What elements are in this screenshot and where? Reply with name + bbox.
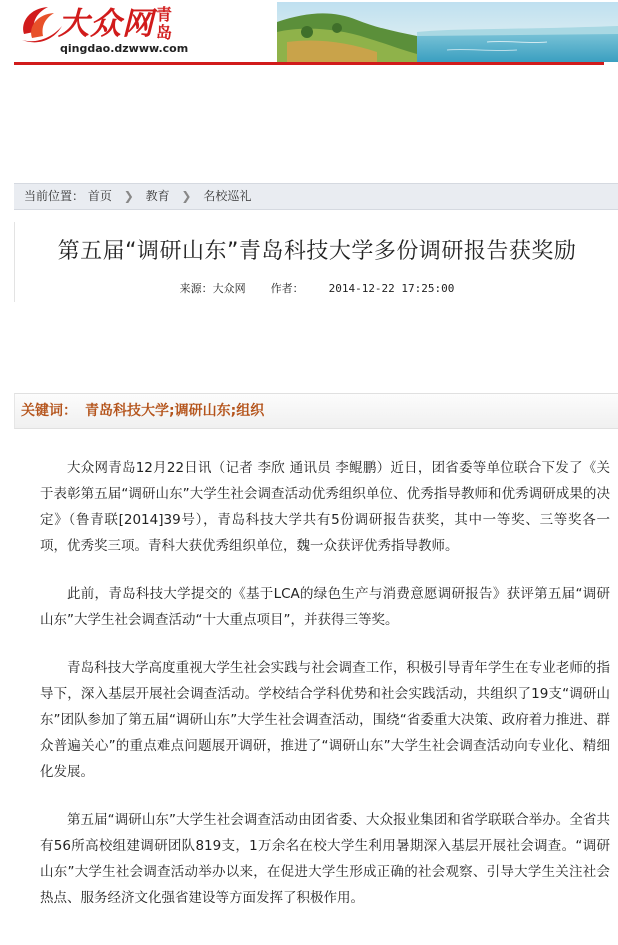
site-url: qingdao.dzwww.com [60, 42, 189, 55]
article-body [40, 455, 610, 933]
site-logo[interactable] [18, 4, 188, 60]
city-name: 青岛 [156, 5, 173, 42]
breadcrumb-education-link[interactable]: 教育 [145, 189, 170, 203]
article-meta [15, 280, 618, 296]
article-paragraph: 青岛科技大学高度重视大学生社会实践与社会调查工作，积极引导青年学生在专业老师的指导下，深入基层开展社会调查活动。学校结合学科优势和社会实践活动，共组织了19支“调研山东”团队参加了第五届“调研山东”大学生社会调查活动，围绕“省委重大决策、政府着力推进、群众普遍关心”的重点难点问题展开调研，推进了“调研山东”大学生社会调查活动向专业化、精细化发展。 [40, 660, 610, 780]
header-banner-image [277, 2, 618, 62]
source-label: 来源： [179, 282, 213, 295]
article-paragraph: 此前，青岛科技大学提交的《基于LCA的绿色生产与消费意愿调研报告》获评第五届“调研山东”大学生社会调查活动“十大重点项目”，并获得三等奖。 [40, 586, 610, 628]
breadcrumb [14, 183, 618, 210]
breadcrumb-label: 当前位置： [24, 189, 85, 203]
chevron-right-icon: ❯ [123, 189, 134, 203]
author-label: 作者： [270, 282, 304, 295]
source-value: 大众网 [212, 282, 246, 295]
breadcrumb-schools-link[interactable]: 名校巡礼 [203, 189, 252, 203]
keywords-label: 关键词： [21, 403, 77, 419]
publish-datetime: 2014-12-22 17:25:00 [328, 282, 455, 295]
article-paragraph: 第五届“调研山东”大学生社会调查活动由团省委、大众报业集团和省学联联合举办。全省共有56所高校组建调研团队819支，1万余名在校大学生利用暑期深入基层开展社会调查。“调研山东”大学生社会调查活动举办以来，在促进大学生形成正确的社会观察、引导大学生关注社会热点、服务经济文化强省建设等方面发挥了积极作用。 [40, 812, 610, 906]
article-paragraph: 大众网青岛12月22日讯（记者 李欣 通讯员 李鲲鹏）近日，团省委等单位联合下发了《关于表彰第五届“调研山东”大学生社会调查活动优秀组织单位、优秀指导教师和优秀调研成果的决定》（鲁青联[2014]39号），青岛科技大学共有5份调研报告获奖，其中一等奖、三等奖各一项，优秀奖三项。青科大获优秀组织单位，魏一众获评优秀指导教师。 [40, 460, 610, 554]
article-header [14, 222, 618, 302]
chevron-right-icon: ❯ [181, 189, 192, 203]
brand-name: 大众网 [58, 6, 154, 42]
header-divider [14, 62, 604, 65]
keywords-bar [14, 393, 618, 429]
keywords-value: 青岛科技大学;调研山东;组织 [85, 403, 265, 419]
breadcrumb-home-link[interactable]: 首页 [87, 189, 112, 203]
site-header [0, 0, 618, 66]
article-title: 第五届“调研山东”青岛科技大学多份调研报告获奖励 [57, 239, 577, 264]
